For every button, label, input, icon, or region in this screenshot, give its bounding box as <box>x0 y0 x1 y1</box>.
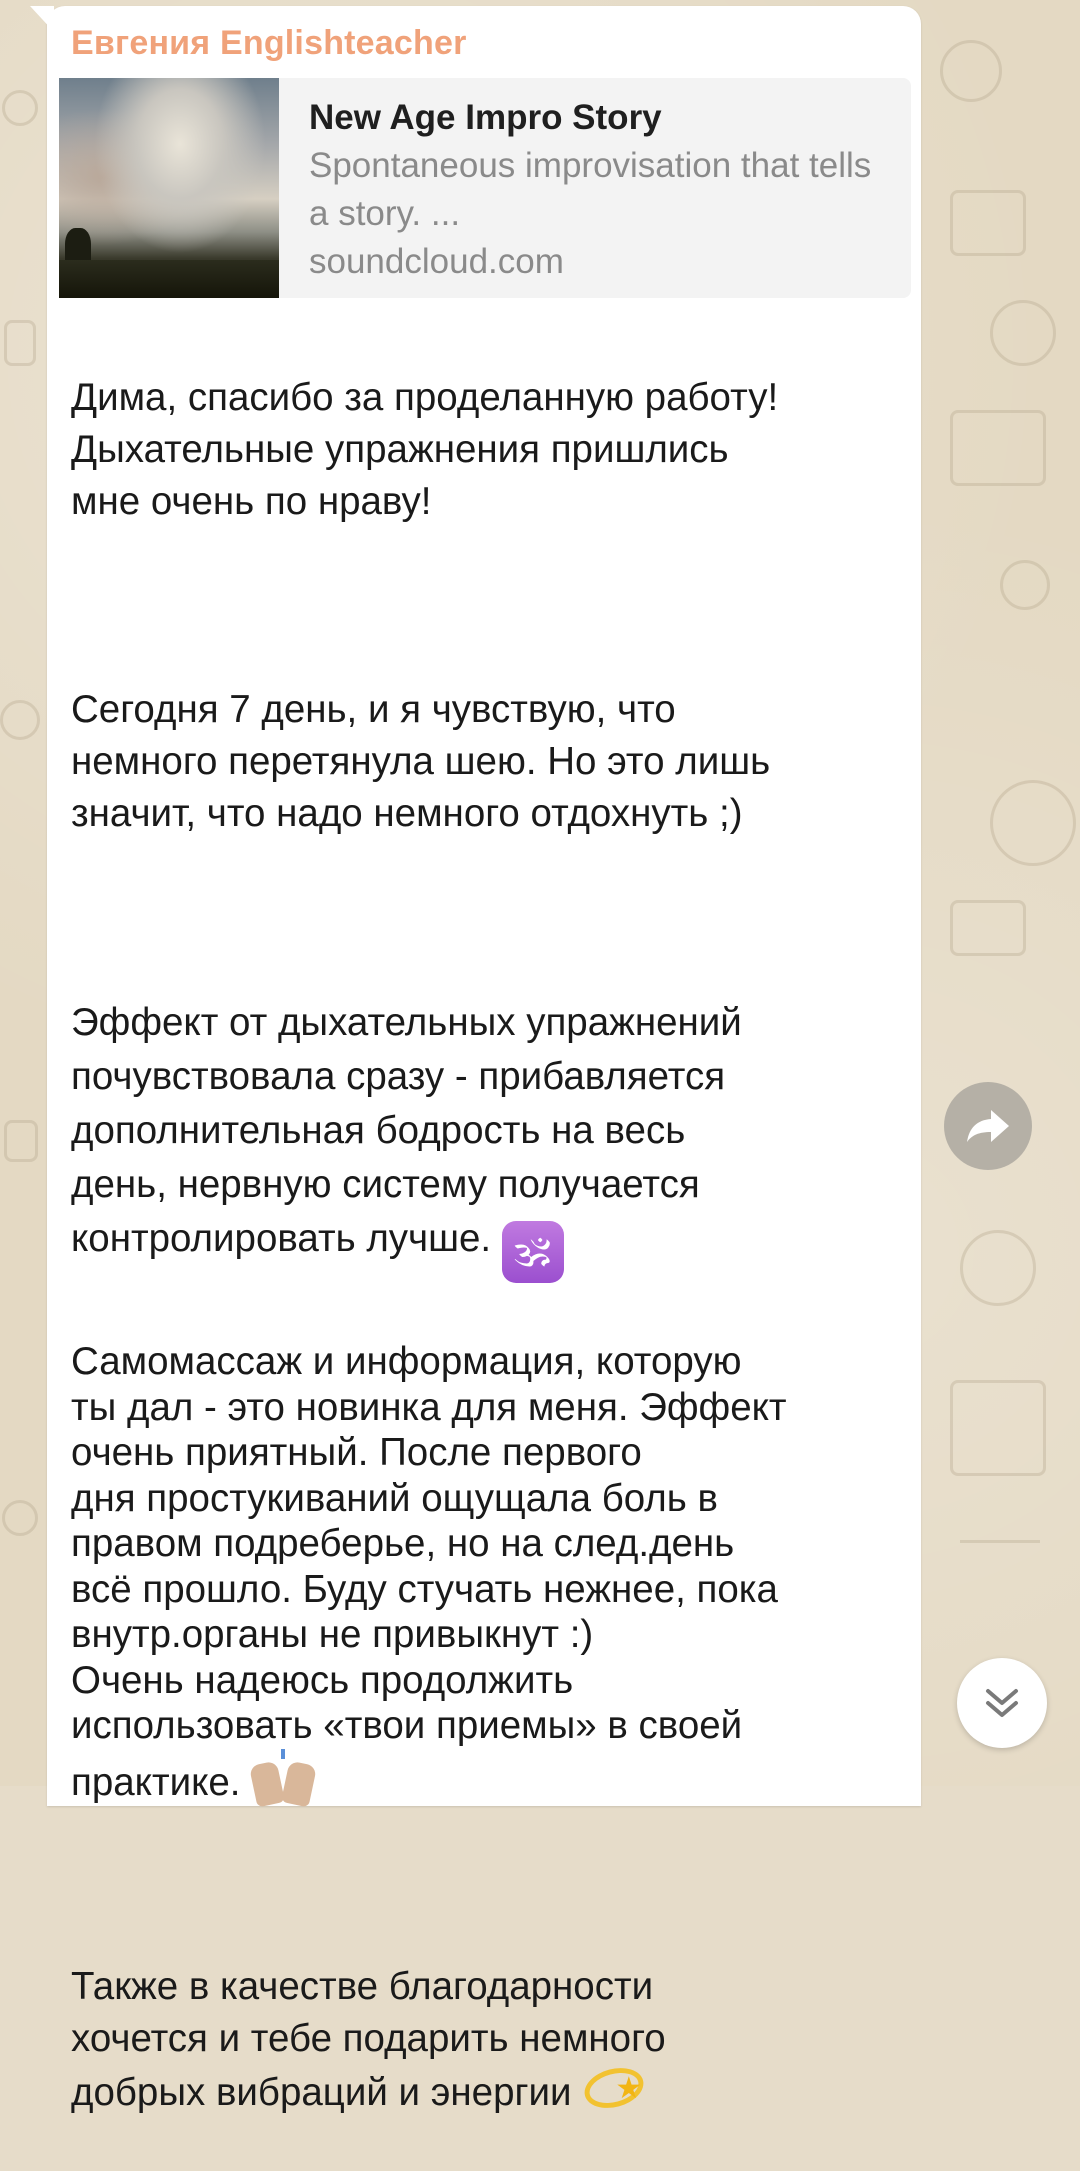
message-spacer <box>71 580 911 632</box>
double-chevron-down-icon <box>982 1683 1022 1723</box>
raising-hands-emoji-icon <box>251 1749 315 1805</box>
wallpaper-doodle <box>4 320 36 366</box>
wallpaper-doodle <box>940 40 1002 102</box>
preview-domain: soundcloud.com <box>309 242 564 281</box>
wallpaper-doodle <box>950 410 1046 486</box>
message-bubble[interactable] <box>47 6 921 2114</box>
paragraph-4-text: Самомассаж и информация, которую ты дал - это новинка для меня. Эффект очень приятный. После первого дня простукиваний ощущала боль в правом подреберье, но на след.день всё прошло. Буду стучать нежнее, пока внутр.органы не привыкнут :) Очень надеюсь продолжить использовать «твои приемы» в своей практике. <box>71 1340 787 1804</box>
message-text <box>71 320 911 2171</box>
star-glyph: ★ <box>615 2071 643 2106</box>
spark-mark <box>281 1749 285 1759</box>
message-paragraph-3 <box>71 996 911 1283</box>
right-hand <box>281 1760 317 1807</box>
wallpaper-doodle <box>1000 560 1050 610</box>
message-spacer <box>71 1857 911 1909</box>
wallpaper-doodle <box>4 1120 38 1162</box>
preview-title: New Age Impro Story <box>309 98 662 137</box>
preview-description: Spontaneous improvisation that tells a story. ... <box>309 146 872 233</box>
message-paragraph-2: Сегодня 7 день, и я чувствую, что немного перетянула шею. Но это лишь значит, что надо немного отдохнуть ;) <box>71 688 771 835</box>
message-paragraph-1: Дима, спасибо за проделанную работу! Дыхательные упражнения пришлись мне очень по нраву! <box>71 376 779 523</box>
wallpaper-doodle <box>950 1380 1046 1476</box>
wallpaper-doodle <box>960 1540 1040 1543</box>
wallpaper-doodle <box>990 300 1056 366</box>
wallpaper-doodle <box>950 190 1026 256</box>
wallpaper-doodle <box>950 900 1026 956</box>
left-hand <box>249 1760 285 1807</box>
forward-button[interactable] <box>944 1082 1032 1170</box>
wallpaper-doodle <box>2 1500 38 1536</box>
shooting-star-emoji-icon <box>582 2065 642 2115</box>
om-emoji-icon: 🕉 <box>502 1221 564 1283</box>
wallpaper-doodle <box>0 700 40 740</box>
paragraph-3-text: Эффект от дыхательных упражнений почувствовала сразу - прибавляется дополнительная бодрость на весь день, нервную систему получается контролировать лучше. <box>71 1001 742 1260</box>
message-spacer <box>71 892 911 944</box>
bubble-tail <box>30 6 54 32</box>
ground-silhouette <box>59 260 279 298</box>
wallpaper-doodle <box>960 1230 1036 1306</box>
message-paragraph-4 <box>71 1339 911 1805</box>
scroll-down-button[interactable] <box>957 1658 1047 1748</box>
paragraph-5-text: Также в качестве благодарности хочется и тебе подарить немного добрых вибраций и энергии <box>71 1965 666 2114</box>
preview-thumbnail[interactable] <box>59 78 279 298</box>
wallpaper-doodle <box>2 90 38 126</box>
sender-name[interactable]: Евгения Englishteacher <box>71 24 467 62</box>
message-paragraph-5 <box>71 1961 911 2119</box>
wallpaper-doodle <box>990 780 1076 866</box>
forward-arrow-icon <box>965 1106 1011 1146</box>
link-preview[interactable] <box>59 78 911 298</box>
